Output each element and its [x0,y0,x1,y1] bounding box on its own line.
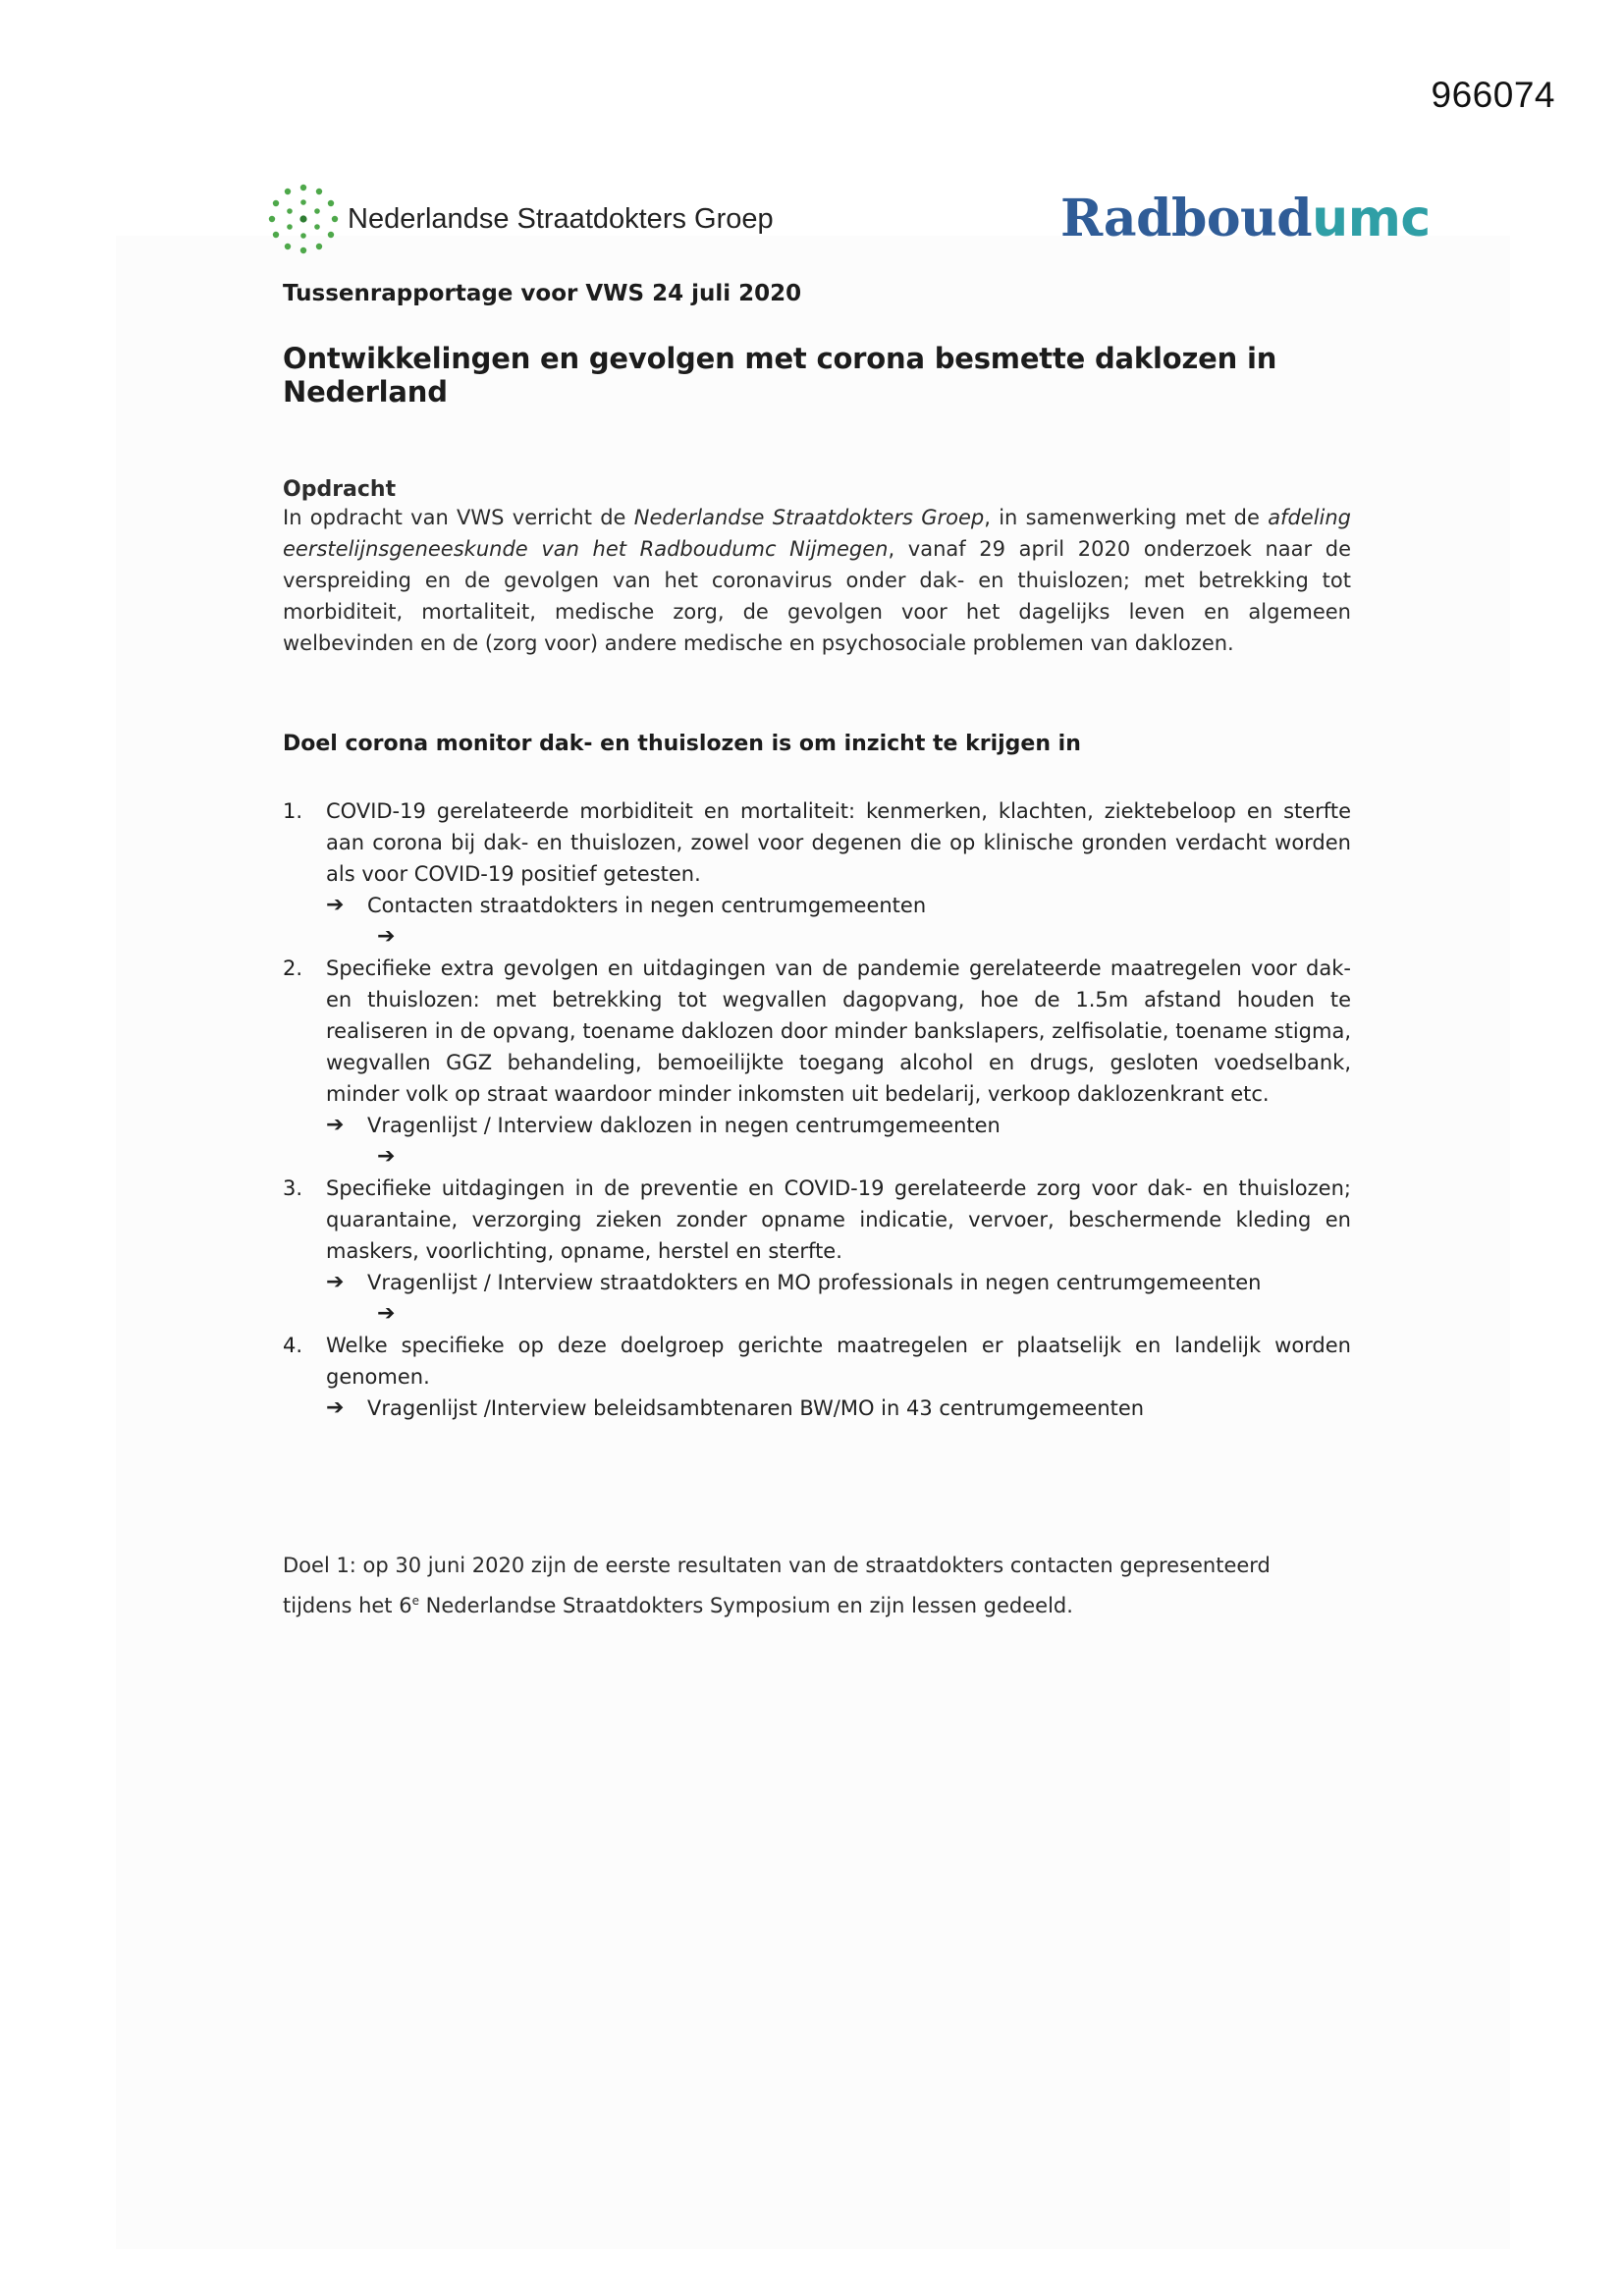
goal-method [326,1393,1351,1424]
right-arrow-icon: ➔ [377,924,396,949]
document-number: 966074 [1431,75,1555,115]
right-arrow-icon: ➔ [326,1113,345,1137]
nsg-logo [267,183,774,255]
goal-item [283,1173,1351,1330]
right-arrow-icon: ➔ [377,1144,396,1169]
goal-text: Specifieke uitdagingen in de preventie en COVID-19 gerelateerde zorg voor dak- en thuislozen; quarantaine, verzorging zieken zonder opname indicatie, vervoer, beschermende kleding en maskers, voorlichting, opname, herstel en sterfte. [326,1176,1351,1263]
goals-list [283,795,1351,1424]
report-subheading: Tussenrapportage voor VWS 24 juli 2020 [283,281,802,306]
opdracht-text: In opdracht van VWS verricht de [283,506,634,529]
goals-heading: Doel corona monitor dak- en thuislozen is om inzicht te krijgen in [283,732,1081,756]
footer-text: Nederlandse Straatdokters Symposium en zijn lessen gedeeld. [418,1594,1073,1617]
goal-method [326,1267,1351,1298]
dot-circle-logo-icon [267,183,340,255]
goal-text: COVID-19 gerelateerde morbiditeit en mortaliteit: kenmerken, klachten, ziektebeloop en sterfte aan corona bij dak- en thuislozen, zowel voor degenen die op klinische gronden verdacht worden als voor COVID-19 positief getesten. [326,799,1351,886]
opdracht-text: , in samenwerking met de [984,506,1269,529]
report-title: Ontwikkelingen en gevolgen met corona besmette daklozen in Nederland [283,342,1277,409]
goal-item [283,1330,1351,1424]
opdracht-text: , vanaf 29 april 2020 onderzoek naar de verspreiding en de gevolgen van het coronavirus onder dak- en thuislozen; met betrekking tot morbiditeit, mortaliteit, medische zorg, de gevolgen voor het dagelijks leven en algemeen welbevinden en de (zorg voor) andere medische en psychosociale problemen van daklozen. [283,537,1351,655]
goal-text: Specifieke extra gevolgen en uitdagingen van de pandemie gerelateerde maatregelen voor dak- en thuislozen: met betrekking tot wegvallen dagopvang, hoe de 1.5m afstand houden te realiseren in de opvang, toename daklozen door minder bankslapers, zelfisolatie, toename stigma, wegvallen GGZ behandeling, bemoeilijkte toegang alcohol en drugs, gesloten voedselbank, minder volk op straat waardoor minder inkomsten uit bedelarij, verkoop daklozenkrant etc. [326,957,1351,1106]
goal-text: Welke specifieke op deze doelgroep gerichte maatregelen er plaatselijk en landelijk worden genomen. [326,1334,1351,1389]
umc-wordmark: umc [1312,190,1431,248]
footer-line [283,1583,1351,1623]
goal-method-text: Vragenlijst / Interview daklozen in negen centrumgemeenten [367,1114,1001,1137]
goal-number: 2. [283,957,303,980]
right-arrow-icon: ➔ [326,1270,345,1294]
right-arrow-icon: ➔ [326,1395,345,1420]
opdracht-paragraph [283,502,1351,659]
document-body [283,281,1351,1623]
nsg-name: Nederlandse Straatdokters Groep [348,202,774,235]
goal-number: 4. [283,1334,303,1357]
goal-method-text: Contacten straatdokters in negen centrumgemeenten [367,894,927,917]
footer-note [283,1548,1351,1623]
radboud-wordmark: Radboud [1060,189,1313,248]
goal-method-text: Vragenlijst / Interview straatdokters en MO professionals in negen centrumgemeenten [367,1271,1262,1294]
goal-method [326,890,1351,921]
goal-item [283,953,1351,1173]
opdracht-department: afdeling eerstelijnsgeneeskunde van het Radboudumc Nijmegen [283,506,1352,561]
footer-line: Doel 1: op 30 juni 2020 zijn de eerste resultaten van de straatdokters contacten gepresenteerd [283,1554,1271,1577]
radboudumc-logo [1060,189,1431,248]
footer-superscript: e [411,1594,419,1608]
goal-item [283,795,1351,953]
goal-number: 3. [283,1176,303,1200]
right-arrow-icon: ➔ [326,893,345,917]
footer-text: tijdens het 6 [283,1594,412,1617]
goal-method [326,1110,1351,1141]
opdracht-organisation: Nederlandse Straatdokters Groep [633,506,985,529]
goal-number: 1. [283,799,303,823]
right-arrow-icon: ➔ [377,1301,396,1326]
goal-method-text: Vragenlijst /Interview beleidsambtenaren BW/MO in 43 centrumgemeenten [367,1396,1145,1420]
opdracht-heading: Opdracht [283,477,397,502]
